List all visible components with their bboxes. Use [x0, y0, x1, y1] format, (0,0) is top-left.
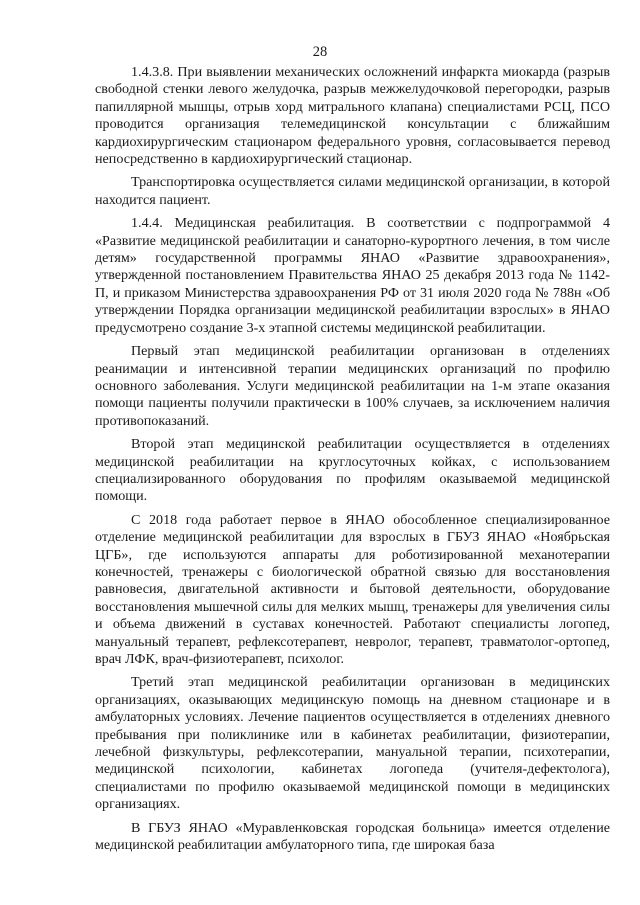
paragraph-first-stage: Первый этап медицинской реабилитации организован в отделениях реанимации и интенсивной терапии медицинских организаций по профилю основного заболевания. Услуги медицинской реабилитации на 1-м этапе оказания помощи пациенты получили практически в 100% случаев, за исключением наличия противопоказаний.: [95, 343, 610, 429]
paragraph-transportation: Транспортировка осуществляется силами медицинской организации, в которой находится пациент.: [95, 174, 610, 208]
paragraph-second-stage: Второй этап медицинской реабилитации осуществляется в отделениях медицинской реабилитации на круглосуточных койках, с использованием специализированного оборудования по профилям оказываемой медицинской помощи.: [95, 436, 610, 505]
paragraph-muravlenko-hospital: В ГБУЗ ЯНАО «Муравленковская городская больница» имеется отделение медицинской реабилитации амбулаторного типа, где широкая база: [95, 819, 610, 854]
paragraph-noyabrsk-department: С 2018 года работает первое в ЯНАО обособленное специализированное отделение медицинской реабилитации для взрослых в ГБУЗ ЯНАО «Ноябрьская ЦГБ», где используются аппараты для роботизированной механотерапии конечностей, тренажеры с биологической обратной связью для восстановления равновесия, двигательной активности и бытовой деятельности, оборудование восстановления мышечной силы для мелких мышц, тренажеры для увеличения силы и объема движений в суставах конечностей. Работают специалисты логопед, мануальный терапевт, рефлексотерапевт, невролог, терапевт, травматолог-ортопед, врач ЛФК, врач-физиотерапевт, психолог.: [95, 511, 610, 667]
page-number: 28: [312, 44, 328, 60]
paragraph-myocardial-complications: 1.4.3.8. При выявлении механических осложнений инфаркта миокарда (разрыв свободной стенки левого желудочка, разрыв межжелудочковой перегородки, разрыв папиллярной мышцы, отрыв хорд митрального клапана) специалистами РСЦ, ПСО проводится организация телемедицинской консультации с ближайшим кардиохирургическим стационаром федерального уровня, согласовывается перевод непосредственно в кардиохирургический стационар.: [95, 64, 610, 168]
paragraph-medical-rehabilitation: 1.4.4. Медицинская реабилитация. В соответствии с подпрограммой 4 «Развитие медицинской реабилитации и санаторно-курортного лечения, в том числе детям» государственной программы ЯНАО «Развитие здравоохранения», утвержденной постановлением Правительства ЯНАО 25 декабря 2013 года № 1142-П, и приказом Министерства здравоохранения РФ от 31 июля 2020 года № 788н «Об утверждении Порядка организации медицинской реабилитации взрослых» в ЯНАО предусмотрено создание 3-х этапной системы медицинской реабилитации.: [95, 215, 610, 336]
paragraph-third-stage: Третий этап медицинской реабилитации организован в медицинских организациях, оказывающих медицинскую помощь на дневном стационаре и в амбулаторных условиях. Лечение пациентов осуществляется в отделениях дневного пребывания при поликлинике или в кабинетах реабилитации, физиотерапии, лечебной физкультуры, рефлексотерапии, мануальной терапии, психотерапии, медицинской психологии, кабинетах логопеда (учителя-дефектолога), специалистами по профилю оказываемой медицинской помощи в медицинских организациях.: [95, 674, 610, 813]
document-body: [95, 64, 610, 858]
